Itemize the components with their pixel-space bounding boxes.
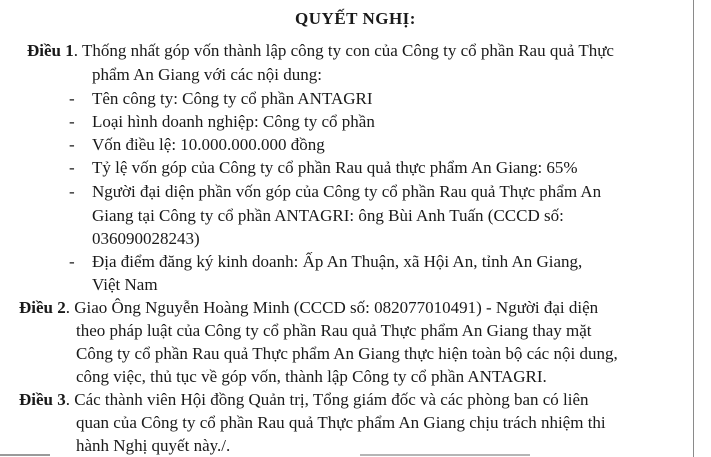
bullet-charter-capital: Vốn điều lệ: 10.000.000.000 đồng	[92, 135, 325, 154]
scan-edge-fragment	[360, 454, 530, 456]
bullet-capital-ratio: Tỷ lệ vốn góp của Công ty cổ phần Rau quả thực phẩm An Giang: 65%	[92, 158, 578, 177]
article-2-text-4: công việc, thủ tục về góp vốn, thành lập Công ty cổ phần ANTAGRI.	[76, 367, 547, 386]
bullet-dash: -	[69, 158, 75, 177]
article-1-line-1	[27, 42, 614, 59]
bullet-representative-3: 036090028243)	[92, 229, 200, 248]
article-2-text-2: theo pháp luật của Công ty cổ phần Rau quả Thực phẩm An Giang thay mặt	[76, 321, 592, 340]
article-3-text-2: quan của Công ty cổ phần Rau quả Thực phẩm An Giang chịu trách nhiệm thi	[76, 413, 606, 432]
resolution-heading: QUYẾT NGHỊ:	[295, 9, 416, 28]
bullet-dash: -	[69, 252, 75, 271]
scan-edge-fragment	[0, 454, 50, 456]
article-1-text-1: . Thống nhất góp vốn thành lập công ty con của Công ty cổ phần Rau quả Thực	[73, 41, 614, 60]
article-1-text-2: phẩm An Giang với các nội dung:	[92, 65, 322, 84]
article-2-line-1	[19, 299, 598, 316]
bullet-dash: -	[69, 89, 75, 108]
article-3-line-1	[19, 391, 589, 408]
bullet-company-name: Tên công ty: Công ty cổ phần ANTAGRI	[92, 89, 373, 108]
bullet-dash: -	[69, 135, 75, 154]
article-2-text-1: . Giao Ông Nguyễn Hoàng Minh (CCCD số: 082077010491) - Người đại diện	[65, 298, 599, 317]
article-1-label: Điều 1	[27, 41, 74, 60]
bullet-address-1: Địa điểm đăng ký kinh doanh: Ấp An Thuận, xã Hội An, tỉnh An Giang,	[92, 252, 583, 271]
bullet-dash: -	[69, 182, 75, 201]
article-3-text-3: hành Nghị quyết này./.	[76, 436, 231, 455]
bullet-dash: -	[69, 112, 75, 131]
bullet-business-type: Loại hình doanh nghiệp: Công ty cổ phần	[92, 112, 375, 131]
bullet-representative-1: Người đại diện phần vốn góp của Công ty cổ phần Rau quả Thực phẩm An	[92, 182, 602, 201]
article-2-text-3: Công ty cổ phần Rau quả Thực phẩm An Giang thực hiện toàn bộ các nội dung,	[76, 344, 618, 363]
scan-edge-line	[693, 0, 694, 457]
article-2-label: Điều 2	[19, 298, 66, 317]
bullet-address-2: Việt Nam	[92, 275, 158, 294]
article-3-label: Điều 3	[19, 390, 66, 409]
bullet-representative-2: Giang tại Công ty cổ phần ANTAGRI: ông Bùi Anh Tuấn (CCCD số:	[92, 206, 564, 225]
article-3-text-1: . Các thành viên Hội đồng Quản trị, Tổng giám đốc và các phòng ban có liên	[65, 390, 589, 409]
